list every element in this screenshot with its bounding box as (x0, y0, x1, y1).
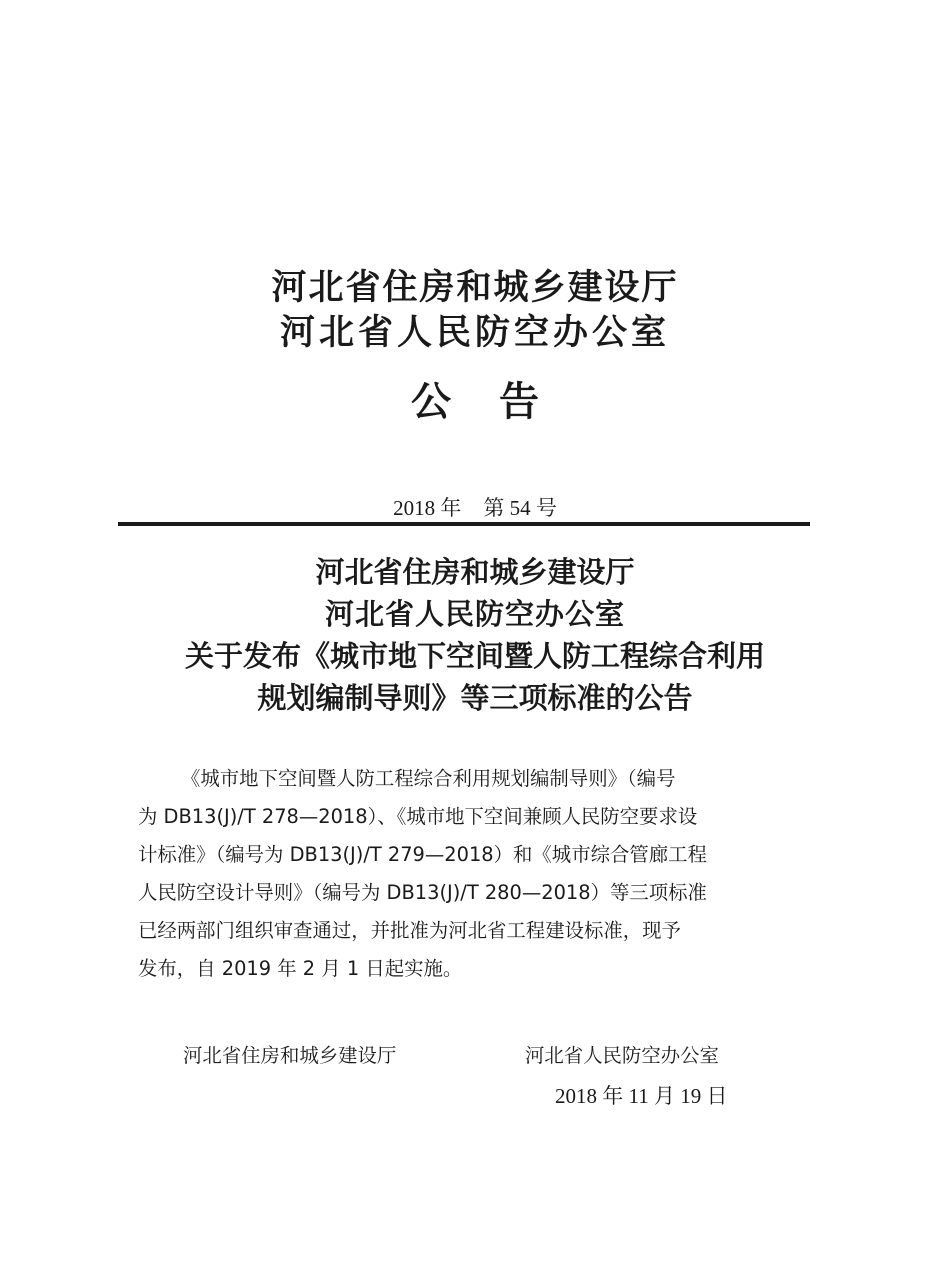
body-line-5: 已经两部门组织审查通过，并批准为河北省工程建设标准，现予 (138, 919, 681, 942)
body-line-1: 《城市地下空间暨人防工程综合利用规划编制导则》（编号 (181, 767, 676, 790)
announcement-body (138, 760, 783, 988)
issuer-civil-defense-office: 河北省人民防空办公室 (279, 312, 670, 353)
title-line-1: 河北省住房和城乡建设厅 (315, 555, 635, 589)
header-divider (118, 522, 810, 526)
issuer-housing-dept: 河北省住房和城乡建设厅 (271, 267, 679, 308)
body-line-6: 发布，自 2019 年 2 月 1 日起实施。 (138, 957, 463, 980)
title-line-2: 河北省人民防空办公室 (324, 597, 625, 631)
body-paragraph (138, 760, 783, 988)
doc-serial: 第 54 号 (483, 496, 557, 520)
signature-civil-defense-office: 河北省人民防空办公室 (525, 1044, 719, 1067)
body-line-4: 人民防空设计导则》（编号为 DB13(J)/T 280—2018）等三项标准 (138, 881, 707, 904)
title-line-4: 规划编制导则》等三项标准的公告 (257, 681, 693, 715)
body-line-3: 计标准》（编号为 DB13(J)/T 279—2018）和《城市综合管廊工程 (138, 843, 707, 866)
signature-date: 2018 年 11 月 19 日 (555, 1084, 728, 1108)
title-line-3: 关于发布《城市地下空间暨人防工程综合利用 (184, 639, 765, 673)
doc-type-char-2: 告 (499, 378, 539, 425)
document-number (0, 492, 950, 522)
doc-type-char-1: 公 (411, 378, 451, 425)
signature-housing-dept: 河北省住房和城乡建设厅 (183, 1044, 397, 1067)
body-line-2: 为 DB13(J)/T 278—2018）、《城市地下空间兼顾人民防空要求设 (138, 805, 698, 828)
doc-year: 2018 年 (393, 496, 462, 520)
document-type-heading (0, 370, 950, 427)
